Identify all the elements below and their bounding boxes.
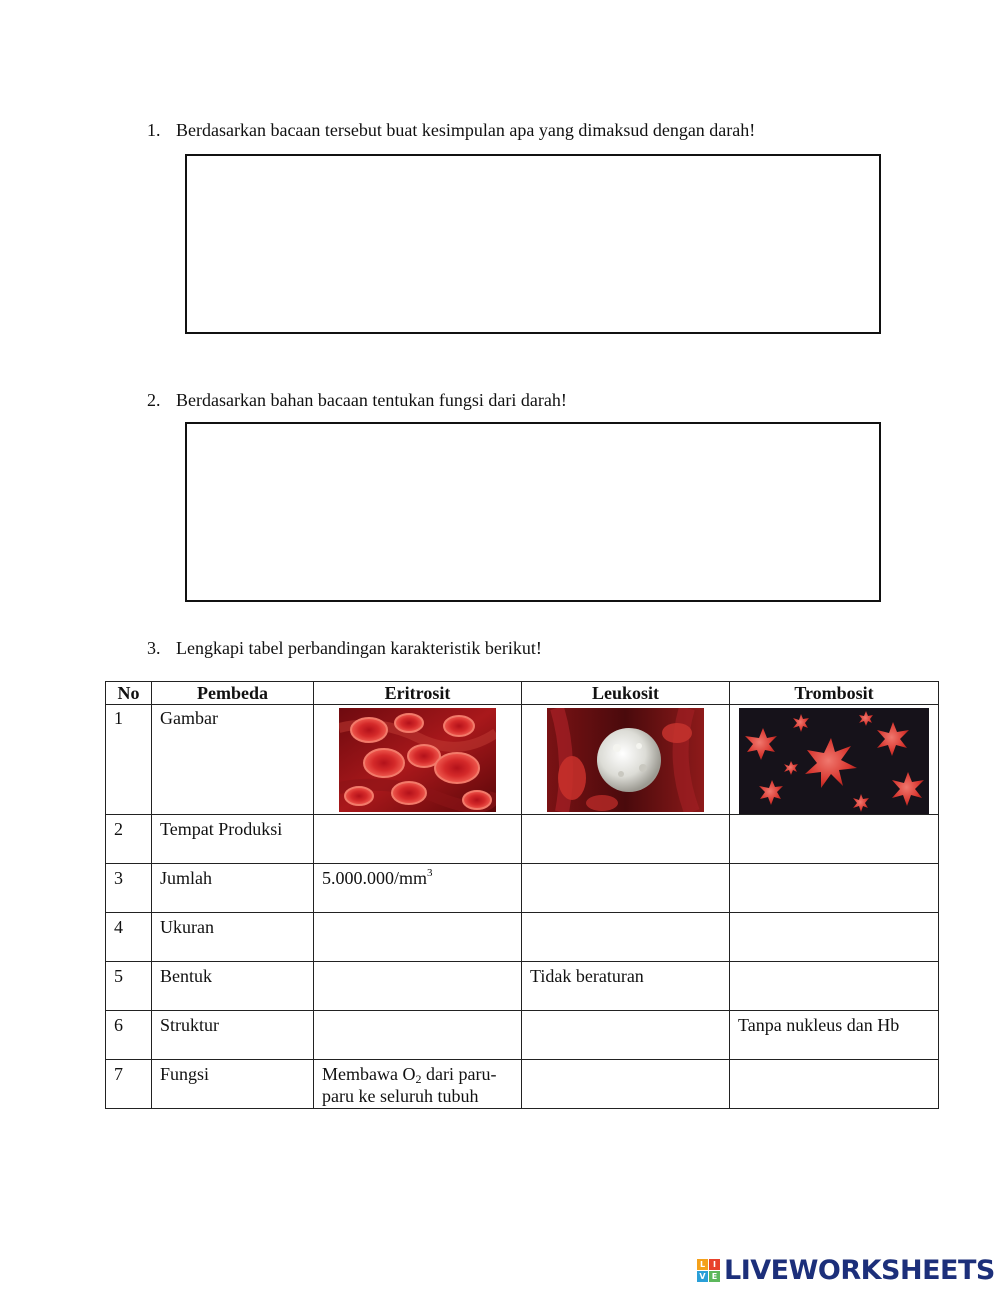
header-pembeda: Pembeda xyxy=(152,682,314,705)
cell-eritrosit xyxy=(314,1060,522,1109)
cell-leukosit[interactable] xyxy=(522,1060,730,1109)
table-row xyxy=(106,705,939,815)
logo-mark-letter: V xyxy=(697,1271,708,1282)
table-row xyxy=(106,1060,939,1109)
jumlah-exponent: 3 xyxy=(427,867,433,879)
cell-trombosit[interactable] xyxy=(730,962,939,1011)
cell-leukosit: Tidak beraturan xyxy=(522,962,730,1011)
answer-box-2[interactable] xyxy=(185,422,881,602)
table-header-row xyxy=(106,682,939,705)
question-3-number: 3. xyxy=(147,638,161,658)
header-trombosit: Trombosit xyxy=(730,682,939,705)
row-label: Bentuk xyxy=(152,962,314,1011)
liveworksheets-logo xyxy=(697,1255,995,1285)
cell-eritrosit-image xyxy=(314,705,522,815)
question-1-text: Berdasarkan bacaan tersebut buat kesimpulan apa yang dimaksud dengan darah! xyxy=(176,120,756,140)
cell-eritrosit[interactable] xyxy=(314,1011,522,1060)
cell-trombosit[interactable] xyxy=(730,913,939,962)
row-number: 4 xyxy=(106,913,152,962)
row-number: 5 xyxy=(106,962,152,1011)
platelets-image xyxy=(739,708,929,814)
logo-text: LIVEWORKSHEETS xyxy=(724,1254,995,1286)
fungsi-subscript: 2 xyxy=(415,1072,422,1086)
header-leukosit: Leukosit xyxy=(522,682,730,705)
question-3-text: Lengkapi tabel perbandingan karakteristik berikut! xyxy=(176,638,542,658)
cell-eritrosit[interactable] xyxy=(314,913,522,962)
fungsi-text-post: dari paru-paru ke seluruh tubuh xyxy=(322,1064,497,1106)
row-label: Jumlah xyxy=(152,864,314,913)
logo-mark-letter: L xyxy=(697,1259,708,1270)
row-number: 7 xyxy=(106,1060,152,1109)
cell-eritrosit xyxy=(314,864,522,913)
row-label: Struktur xyxy=(152,1011,314,1060)
answer-box-1[interactable] xyxy=(185,154,881,334)
table-row xyxy=(106,864,939,913)
question-3 xyxy=(147,637,542,659)
fungsi-text-pre: Membawa O xyxy=(322,1064,416,1084)
cell-trombosit[interactable] xyxy=(730,864,939,913)
cell-trombosit[interactable] xyxy=(730,1060,939,1109)
cell-leukosit[interactable] xyxy=(522,864,730,913)
row-label: Gambar xyxy=(152,705,314,815)
row-label: Ukuran xyxy=(152,913,314,962)
table-row xyxy=(106,913,939,962)
cell-trombosit-image xyxy=(730,705,939,815)
question-1 xyxy=(147,119,755,141)
cell-leukosit-image xyxy=(522,705,730,815)
comparison-table xyxy=(105,681,939,1109)
logo-mark-letter: I xyxy=(709,1259,720,1270)
cell-trombosit: Tanpa nukleus dan Hb xyxy=(730,1011,939,1060)
cell-leukosit[interactable] xyxy=(522,1011,730,1060)
cell-leukosit[interactable] xyxy=(522,815,730,864)
logo-mark-icon xyxy=(697,1259,720,1282)
row-number: 3 xyxy=(106,864,152,913)
row-label: Tempat Produksi xyxy=(152,815,314,864)
cell-leukosit[interactable] xyxy=(522,913,730,962)
header-eritrosit: Eritrosit xyxy=(314,682,522,705)
question-2 xyxy=(147,389,567,411)
header-no: No xyxy=(106,682,152,705)
row-number: 1 xyxy=(106,705,152,815)
red-blood-cells-image xyxy=(339,708,496,812)
question-1-number: 1. xyxy=(147,120,161,140)
cell-eritrosit[interactable] xyxy=(314,815,522,864)
question-2-number: 2. xyxy=(147,390,161,410)
question-2-text: Berdasarkan bahan bacaan tentukan fungsi dari darah! xyxy=(176,390,567,410)
jumlah-value: 5.000.000/mm xyxy=(322,868,428,888)
row-number: 2 xyxy=(106,815,152,864)
table-row xyxy=(106,815,939,864)
table-row xyxy=(106,1011,939,1060)
cell-eritrosit[interactable] xyxy=(314,962,522,1011)
cell-trombosit[interactable] xyxy=(730,815,939,864)
white-blood-cell-image xyxy=(547,708,704,812)
table-row xyxy=(106,962,939,1011)
row-number: 6 xyxy=(106,1011,152,1060)
logo-mark-letter: E xyxy=(709,1271,720,1282)
row-label: Fungsi xyxy=(152,1060,314,1109)
